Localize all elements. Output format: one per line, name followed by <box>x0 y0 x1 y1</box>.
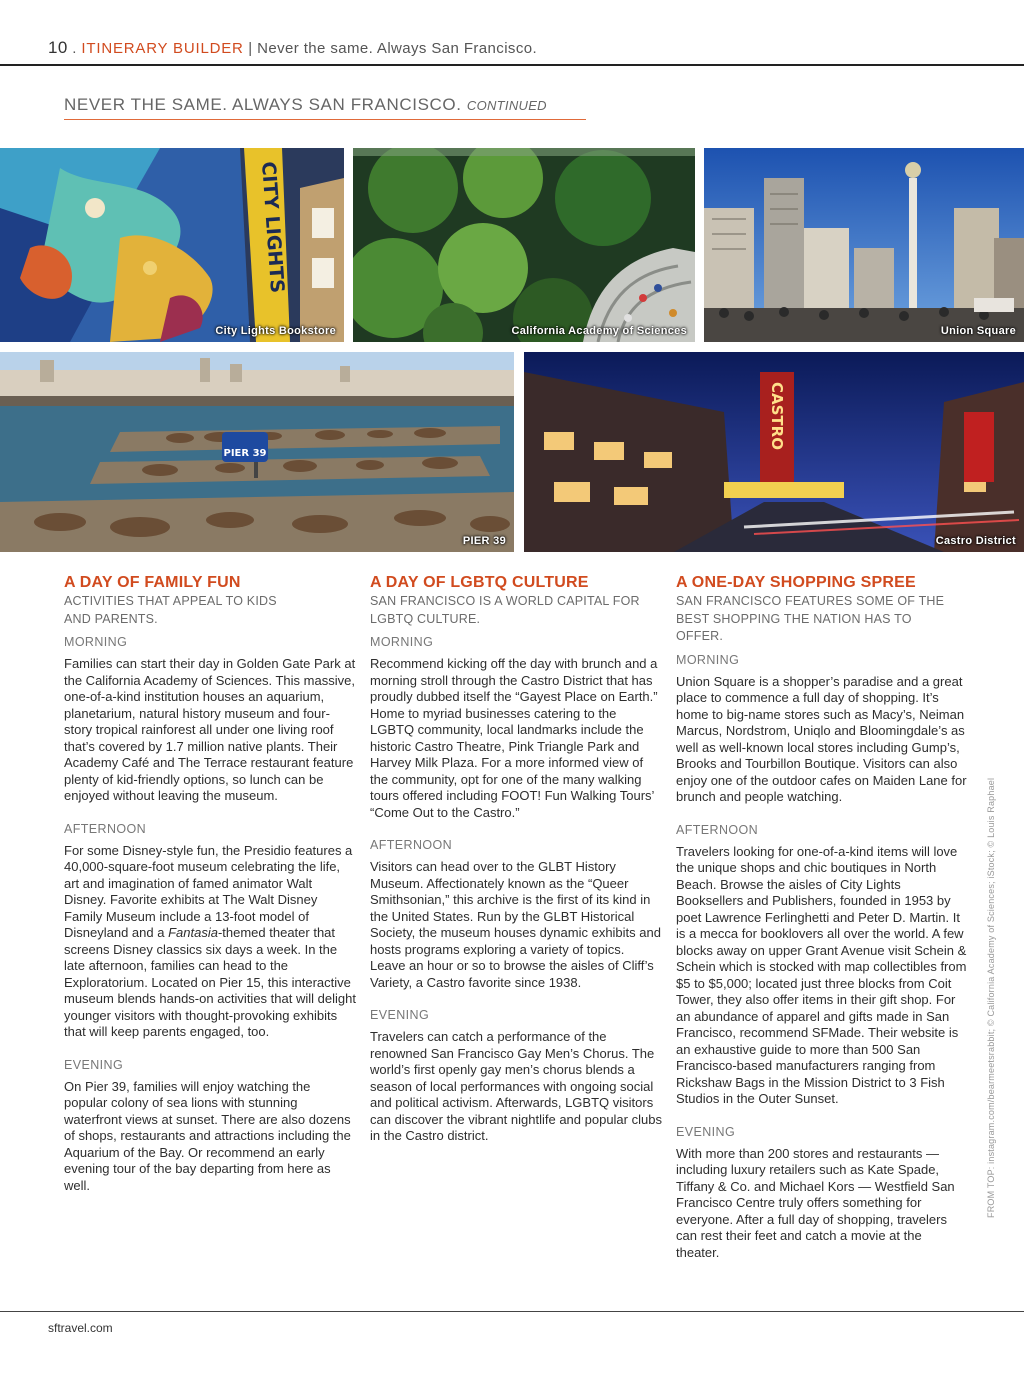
afternoon-label: AFTERNOON <box>370 838 453 852</box>
morning-text: Recommend kicking off the day with brunch and a morning stroll through the Castro District that has proudly dubbed itself the “Gayest Place on Earth.” Home to myriad businesses catering to the LGBTQ community, local landmarks include the historic Castro Theatre, Pink Triangle Park and Harvey Milk Plaza. For a more informed view of the community, opt for one of the many walking tours offered including FOOT! Fun Walking Tours’ “Come Out to the Castro.” <box>370 656 658 820</box>
column-tagline: SAN FRANCISCO IS A WORLD CAPITAL FOR LGBTQ CULTURE. <box>370 594 640 626</box>
morning-label: MORNING <box>676 652 740 667</box>
evening-label: EVENING <box>64 1057 124 1072</box>
photo-caption: PIER 39 <box>462 535 506 547</box>
castro-night-street-image <box>524 352 1024 552</box>
column-tagline: SAN FRANCISCO FEATURES SOME OF THE BEST SHOPPING THE NATION HAS TO OFFER. <box>676 594 945 643</box>
header-divider: | <box>243 40 258 57</box>
afternoon-label: AFTERNOON <box>676 822 759 837</box>
footer-rule <box>0 1311 1024 1312</box>
afternoon-text: Visitors can head over to the GLBT History Museum. Affectionately known as the “Queer Smithsonian,” this archive is the first of its kind in the United States. Run by the GLBT Historical Society, the museum houses dynamic exhibits and hosts programs exploring a variety of topics. Leave an hour or so to browse the aisles of Cliff’s Variety, a Castro favorite since 1938. <box>370 859 661 990</box>
pier-39-sea-lions-image <box>0 352 514 552</box>
afternoon-text: Travelers looking for one-of-a-kind items will love the unique shops and chic boutiques in North Beach. Browse the aisles of City Lights Booksellers and Publishers, founded in 1953 by poet Lawrence Ferlinghetti and Peter D. Martin. It is a mecca for booklovers all over the world. A few blocks away on upper Grant Avenue visit Schein & Schein which is stocked with map collectibles from $5 to $5,000; located just three blocks from Coit Tower, they also offer items in their gift shop. For an abundance of apparel and gifts made in San Francisco, recommend SFMade. Their website is an exhaustive guide to more than 500 San Francisco-based manufacturers ranging from Rickshaw Bags in the Mission District to 3 Fish Studios in the Outer Sunset. <box>676 843 967 1106</box>
evening-label: EVENING <box>370 1008 430 1022</box>
column-shopping-spree <box>676 573 968 1277</box>
fantasia-title: Fantasia <box>168 925 218 940</box>
column-family-fun <box>64 573 356 1210</box>
header-separator: . <box>67 40 82 57</box>
photo-caption: Castro District <box>935 535 1016 547</box>
photo-caption: California Academy of Sciences <box>511 325 687 337</box>
header-rule <box>0 64 1024 66</box>
morning-label: MORNING <box>370 635 434 649</box>
afternoon-text-part: -themed theater that screens Disney classics six days a week. In the late afternoon, families can head to the Exploratorium. Located on Pier 15, this interactive museum blends hands-on activities that will delight younger visitors with thought-provoking exhibits that will keep parents engaged, too. <box>64 925 356 1039</box>
evening-text: Travelers can catch a performance of the renowned San Francisco Gay Men’s Chorus. The world’s first openly gay men’s chorus blends a season of local performances with ongoing social and political activism. Afterwards, LGBTQ visitors can discover the vibrant nightlife and popular clubs in the Castro district. <box>370 1029 662 1143</box>
section-name: ITINERARY BUILDER <box>81 40 244 57</box>
photo-pier-39 <box>0 352 514 552</box>
afternoon-text <box>64 843 356 1041</box>
city-lights-mural-image <box>0 148 344 342</box>
subtitle-rule <box>64 119 586 120</box>
morning-text: Union Square is a shopper’s paradise and a great place to commence a full day of shopping. It’s home to big-name stores such as Macy’s, Neiman Marcus, Nordstrom, Uniqlo and Bloomingdale’s as well as well-known local stores including Gump’s, Brooks and Tourbillon Boutique. Visitors can also enjoy one of the outdoor cafes on Maiden Lane for brunch and people watching. <box>676 673 967 804</box>
morning-label: MORNING <box>64 635 128 649</box>
column-lgbtq-culture <box>370 573 662 1161</box>
evening-text: On Pier 39, families will enjoy watching the popular colony of sea lions with stunning waterfront views at sunset. There are also dozens of shops, restaurants and attractions including the Aquarium of the Bay. Or recommend an early evening tour of the bay departing from here as well. <box>64 1078 351 1193</box>
photo-castro <box>524 352 1024 552</box>
header-tagline: Never the same. Always San Francisco. <box>257 40 538 57</box>
morning-text: Families can start their day in Golden Gate Park at the California Academy of Sciences. This massive, one-of-a-kind institution houses an aquarium, planetarium, natural history museum and four-story tropical rainforest all under one living roof that’s covered by 1.7 million native plants. Their Academy Café and The Terrace restaurant feature plenty of kid-friendly options, so lunch can be enjoyed without leaving the museum. <box>64 656 356 803</box>
city-lights-sign-text: CITY LIGHTS <box>257 160 289 294</box>
continued-label: CONTINUED <box>466 98 547 113</box>
evening-label: EVENING <box>676 1124 736 1139</box>
page-number: 10 <box>48 38 68 57</box>
photo-union-square <box>704 148 1024 342</box>
afternoon-label: AFTERNOON <box>64 821 147 836</box>
photo-caption: Union Square <box>940 325 1016 337</box>
footer-url: sftravel.com <box>48 1321 113 1335</box>
column-title: A DAY OF FAMILY FUN <box>64 574 241 591</box>
column-tagline: ACTIVITIES THAT APPEAL TO KIDS AND PARENTS. <box>64 594 277 626</box>
running-header <box>48 38 537 58</box>
rainforest-dome-image <box>353 148 695 342</box>
column-title: A ONE-DAY SHOPPING SPREE <box>676 574 916 591</box>
photo-city-lights <box>0 148 344 342</box>
afternoon-text-part: For some Disney-style fun, the Presidio features a 40,000-square-foot museum celebrating the life, art and imagination of famed animator Walt Disney. Favorite exhibits at The Walt Disney Family Museum include a 13-foot model of Disneyland and a <box>64 842 353 940</box>
column-title: A DAY OF LGBTQ CULTURE <box>370 574 589 591</box>
evening-text: With more than 200 stores and restaurants — including luxury retailers such as Kate Spade, Tiffany & Co. and Michael Kors — Westfield San Francisco Centre truly offers something for everyone. After a full day of shopping, travelers can rest their feet and catch a movie at the theater. <box>676 1145 955 1260</box>
photo-credit: FROM TOP: instagram.com/bearmeetsrabbit; © California Academy of Sciences; iStock; © Louis Raphael <box>986 777 996 1218</box>
subtitle-text: NEVER THE SAME. ALWAYS SAN FRANCISCO. <box>64 95 462 114</box>
photo-caption: City Lights Bookstore <box>215 325 336 337</box>
union-square-image <box>704 148 1024 342</box>
photo-cal-academy <box>353 148 695 342</box>
pier-sign-text: PIER 39 <box>223 448 267 459</box>
castro-sign-text: CASTRO <box>768 382 786 450</box>
page-subtitle <box>64 95 547 115</box>
